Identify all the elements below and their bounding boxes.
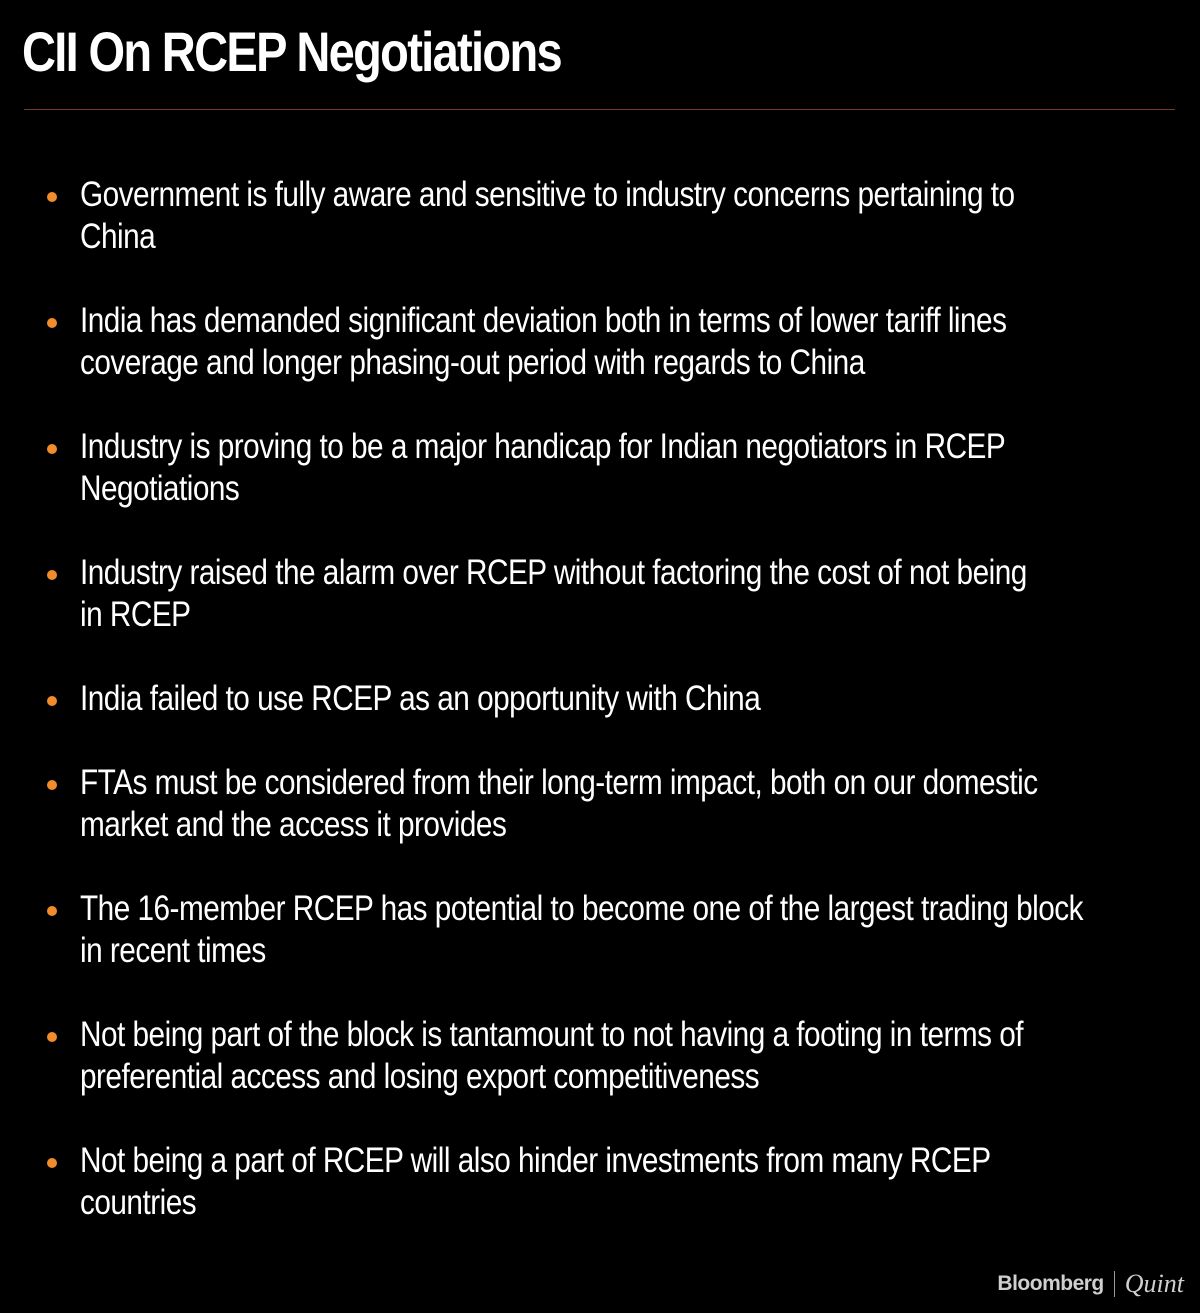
bullet-text: Government is fully aware and sensitive to industry concerns pertaining to China — [80, 175, 1015, 256]
bullet-text: India has demanded significant deviation both in terms of lower tariff lines coverage and longer phasing-out period with regards to China — [80, 301, 1007, 382]
bullet-text: Not being a part of RCEP will also hinder investments from many RCEP countries — [80, 1141, 991, 1222]
bullet-dot-icon — [47, 780, 57, 790]
logo-brand: Bloomberg — [997, 1272, 1104, 1295]
bullet-dot-icon — [47, 570, 57, 580]
bullet-dot-icon — [47, 192, 57, 202]
bullet-dot-icon — [47, 906, 57, 916]
bullet-dot-icon — [47, 1032, 57, 1042]
bullet-dot-icon — [47, 696, 57, 706]
bullet-text: The 16-member RCEP has potential to become one of the largest trading block in recent times — [80, 889, 1084, 970]
page-title: CII On RCEP Negotiations — [22, 20, 562, 83]
bullet-text: Not being part of the block is tantamount to not having a footing in terms of preferential access and losing export competitiveness — [80, 1015, 1024, 1096]
bullet-text: Industry raised the alarm over RCEP without factoring the cost of not being in RCEP — [80, 553, 1027, 634]
bullet-dot-icon — [47, 444, 57, 454]
bullet-text: Industry is proving to be a major handicap for Indian negotiators in RCEP Negotiations — [80, 427, 1006, 508]
bullet-dot-icon — [47, 318, 57, 328]
bloombergquint-logo — [997, 1267, 1184, 1301]
bullet-text: FTAs must be considered from their long-term impact, both on our domestic market and the access it provides — [80, 763, 1038, 844]
bullet-text: India failed to use RCEP as an opportunity with China — [80, 679, 761, 718]
title-divider — [24, 109, 1175, 110]
bullet-dot-icon — [47, 1158, 57, 1168]
logo-sub: Quint — [1124, 1269, 1184, 1298]
logo-separator — [1114, 1271, 1115, 1297]
